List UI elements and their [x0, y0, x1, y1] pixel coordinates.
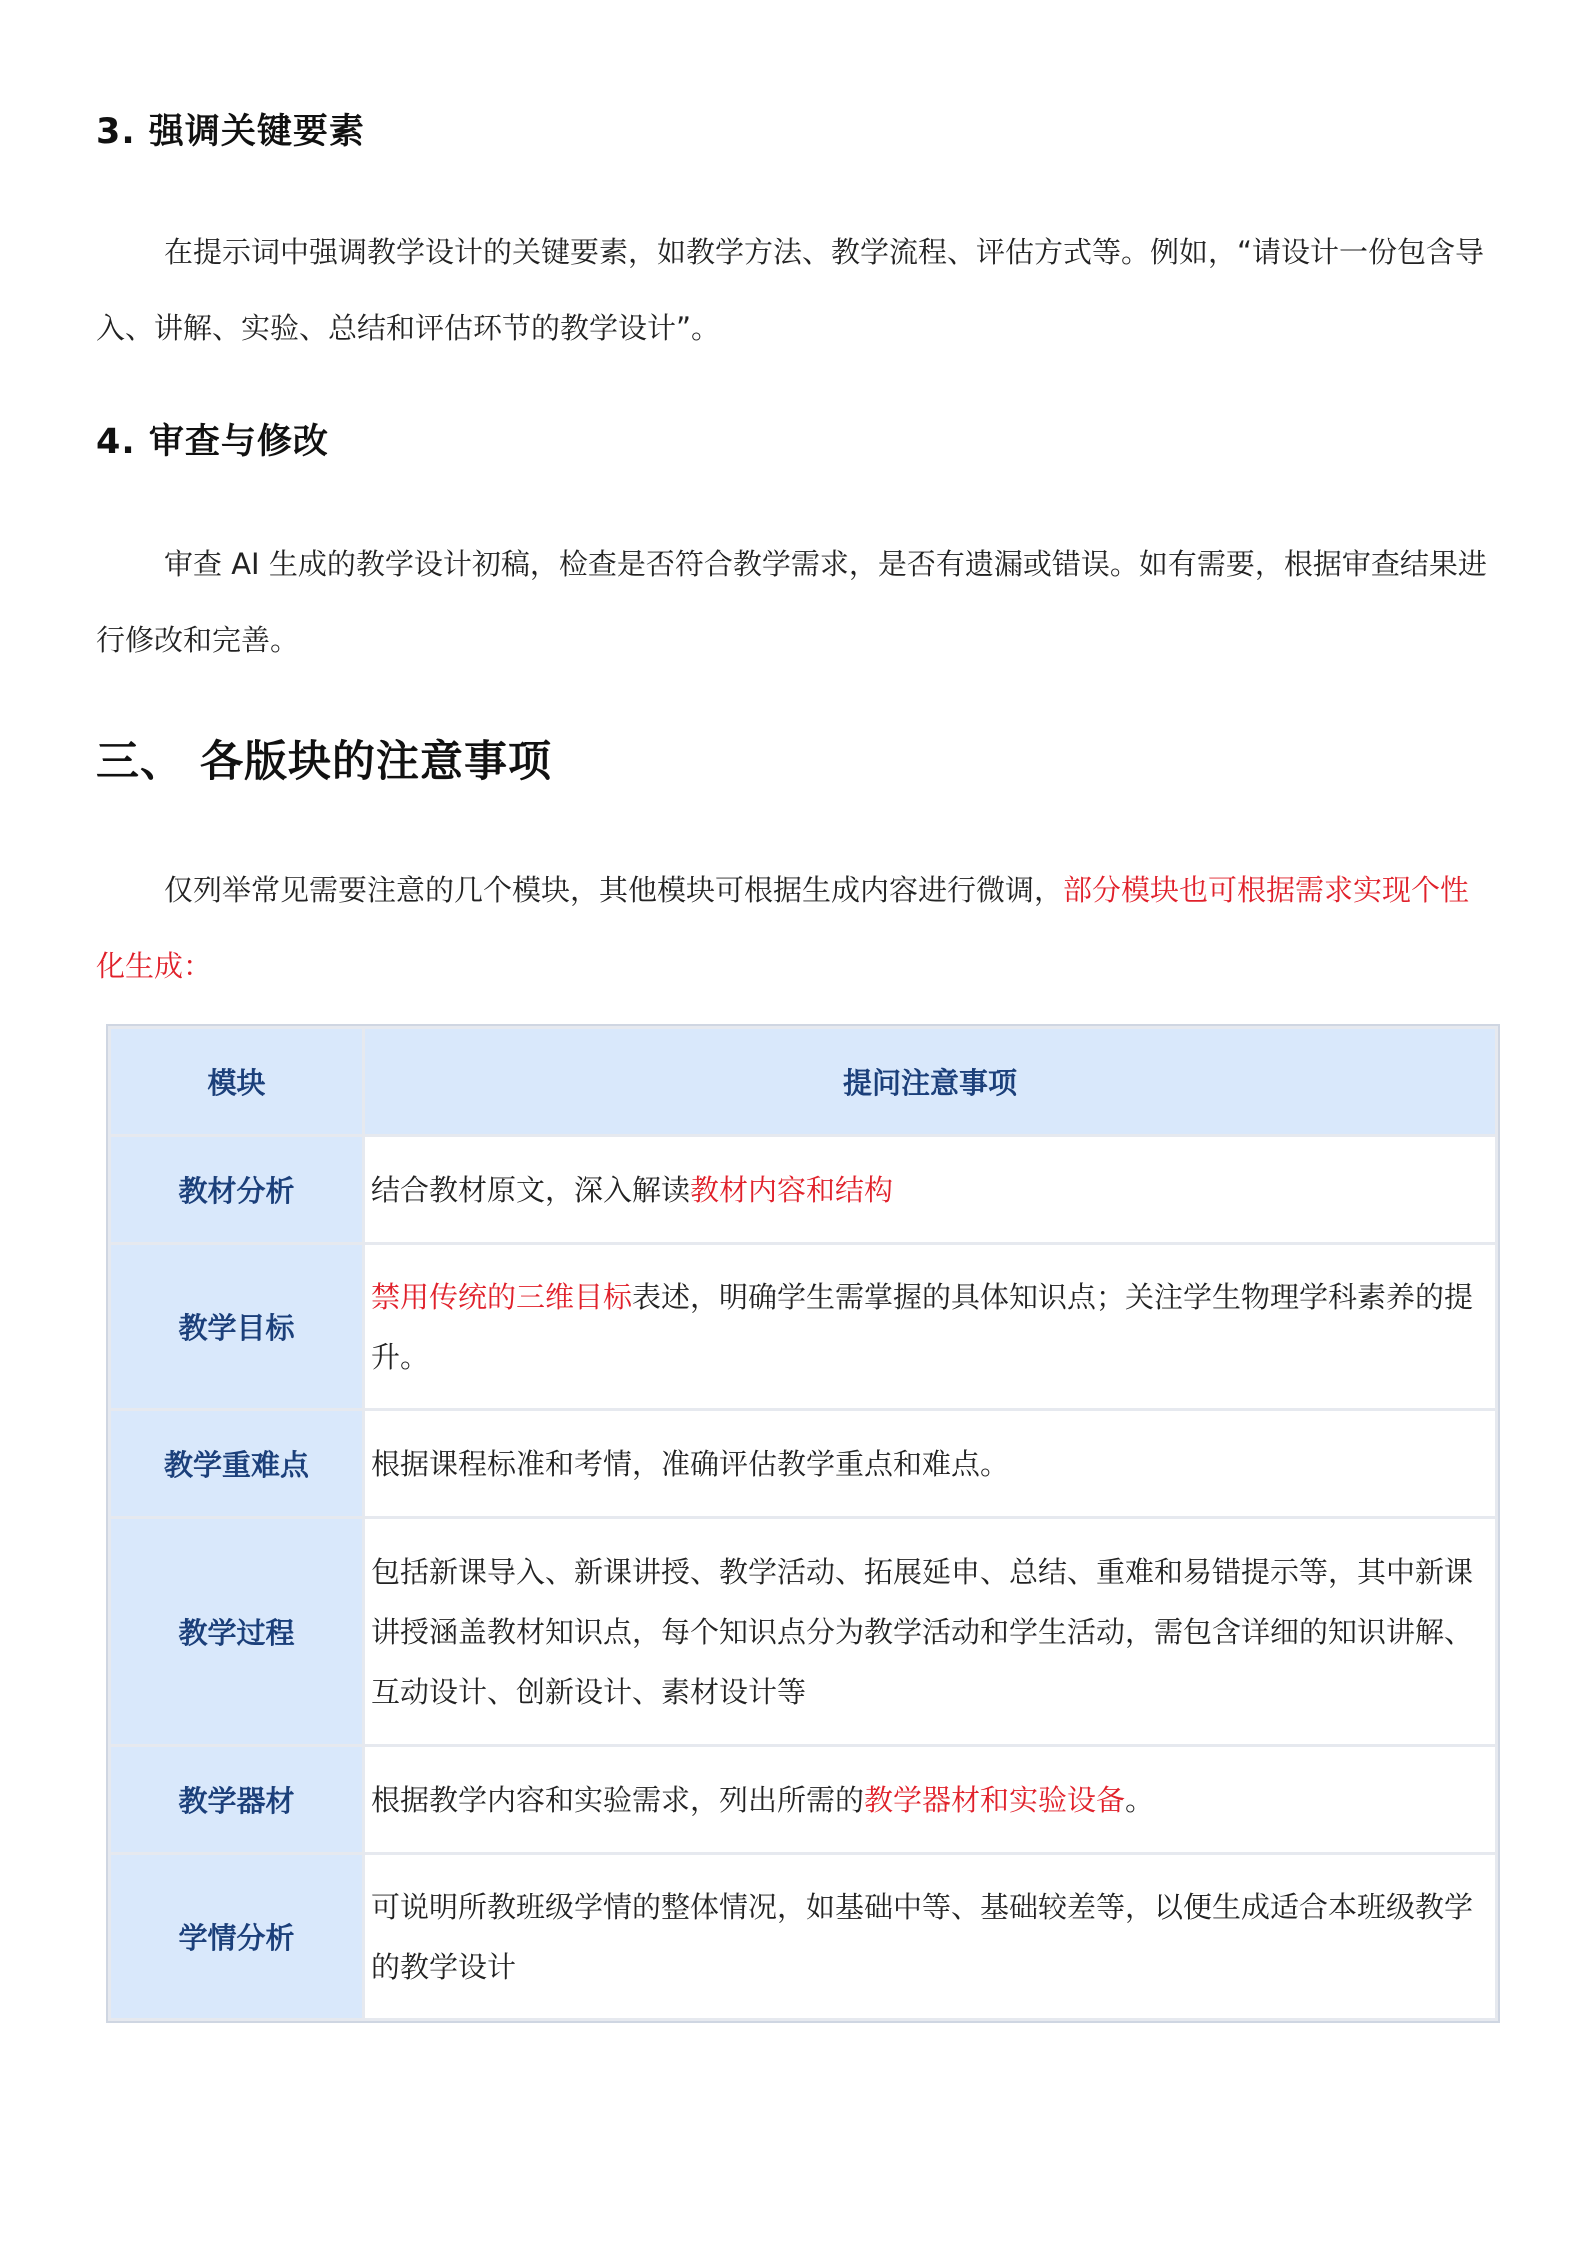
- table-row: [111, 1519, 1495, 1744]
- table-row: [111, 1411, 1495, 1516]
- notes-text: 可说明所教班级学情的整体情况，如基础中等、基础较差等，以便生成适合本班级教学的教学设计: [371, 1889, 1474, 1984]
- row-notes: [365, 1519, 1495, 1744]
- row-module: 学情分析: [111, 1855, 362, 2018]
- notes-highlight: 禁用传统的三维目标: [371, 1279, 633, 1314]
- row-module: 教学目标: [111, 1245, 362, 1408]
- row-notes: [365, 1855, 1495, 2018]
- section-4-heading: 4. 审查与修改: [96, 422, 329, 462]
- notes-text: 根据教学内容和实验需求，列出所需的: [371, 1782, 865, 1817]
- notes-text-after: 。: [1125, 1782, 1155, 1817]
- notes-text: 包括新课导入、新课讲授、教学活动、拓展延申、总结、重难和易错提示等，其中新课讲授涵盖教材知识点，每个知识点分为教学活动和学生活动，需包含详细的知识讲解、互动设计、创新设计、素材设计等: [371, 1554, 1474, 1709]
- part-3-heading: 三、 各版块的注意事项: [96, 737, 552, 787]
- notes-highlight: 教材内容和结构: [690, 1172, 894, 1207]
- table-header-row: [111, 1029, 1495, 1134]
- module-notes-table: [106, 1024, 1500, 2023]
- row-module: 教学重难点: [111, 1411, 362, 1516]
- header-module: 模块: [111, 1029, 362, 1134]
- row-notes: [365, 1411, 1495, 1516]
- row-module: 教学过程: [111, 1519, 362, 1744]
- part-3-intro: [96, 852, 1496, 1004]
- notes-text-after: 表述，明确学生需掌握的具体知识点；关注学生物理学科素养的提升。: [371, 1279, 1474, 1374]
- notes-text: 结合教材原文，深入解读: [371, 1172, 691, 1207]
- row-notes: [365, 1747, 1495, 1852]
- notes-text: 根据课程标准和考情，准确评估教学重点和难点。: [371, 1446, 1010, 1481]
- table-row: [111, 1747, 1495, 1852]
- table-row: [111, 1137, 1495, 1242]
- notes-highlight: 教学器材和实验设备: [864, 1782, 1126, 1817]
- table-row: [111, 1245, 1495, 1408]
- section-4-paragraph: 审查 AI 生成的教学设计初稿，检查是否符合教学需求，是否有遗漏或错误。如有需要，根据审查结果进行修改和完善。: [96, 547, 1487, 657]
- part-3-intro-highlight: 部分模块也可根据需求实现个性化生成：: [96, 873, 1470, 983]
- section-3-heading: 3. 强调关键要素: [96, 112, 365, 152]
- row-module: 教材分析: [111, 1137, 362, 1242]
- row-module: 教学器材: [111, 1747, 362, 1852]
- part-3-intro-text: 仅列举常见需要注意的几个模块，其他模块可根据生成内容进行微调，: [164, 873, 1064, 907]
- row-notes: [365, 1245, 1495, 1408]
- header-notes: 提问注意事项: [365, 1029, 1495, 1134]
- section-3-paragraph: 在提示词中强调教学设计的关键要素，如教学方法、教学流程、评估方式等。例如，“请设计一份包含导入、讲解、实验、总结和评估环节的教学设计”。: [96, 235, 1485, 345]
- table-row: [111, 1855, 1495, 2018]
- row-notes: [365, 1137, 1495, 1242]
